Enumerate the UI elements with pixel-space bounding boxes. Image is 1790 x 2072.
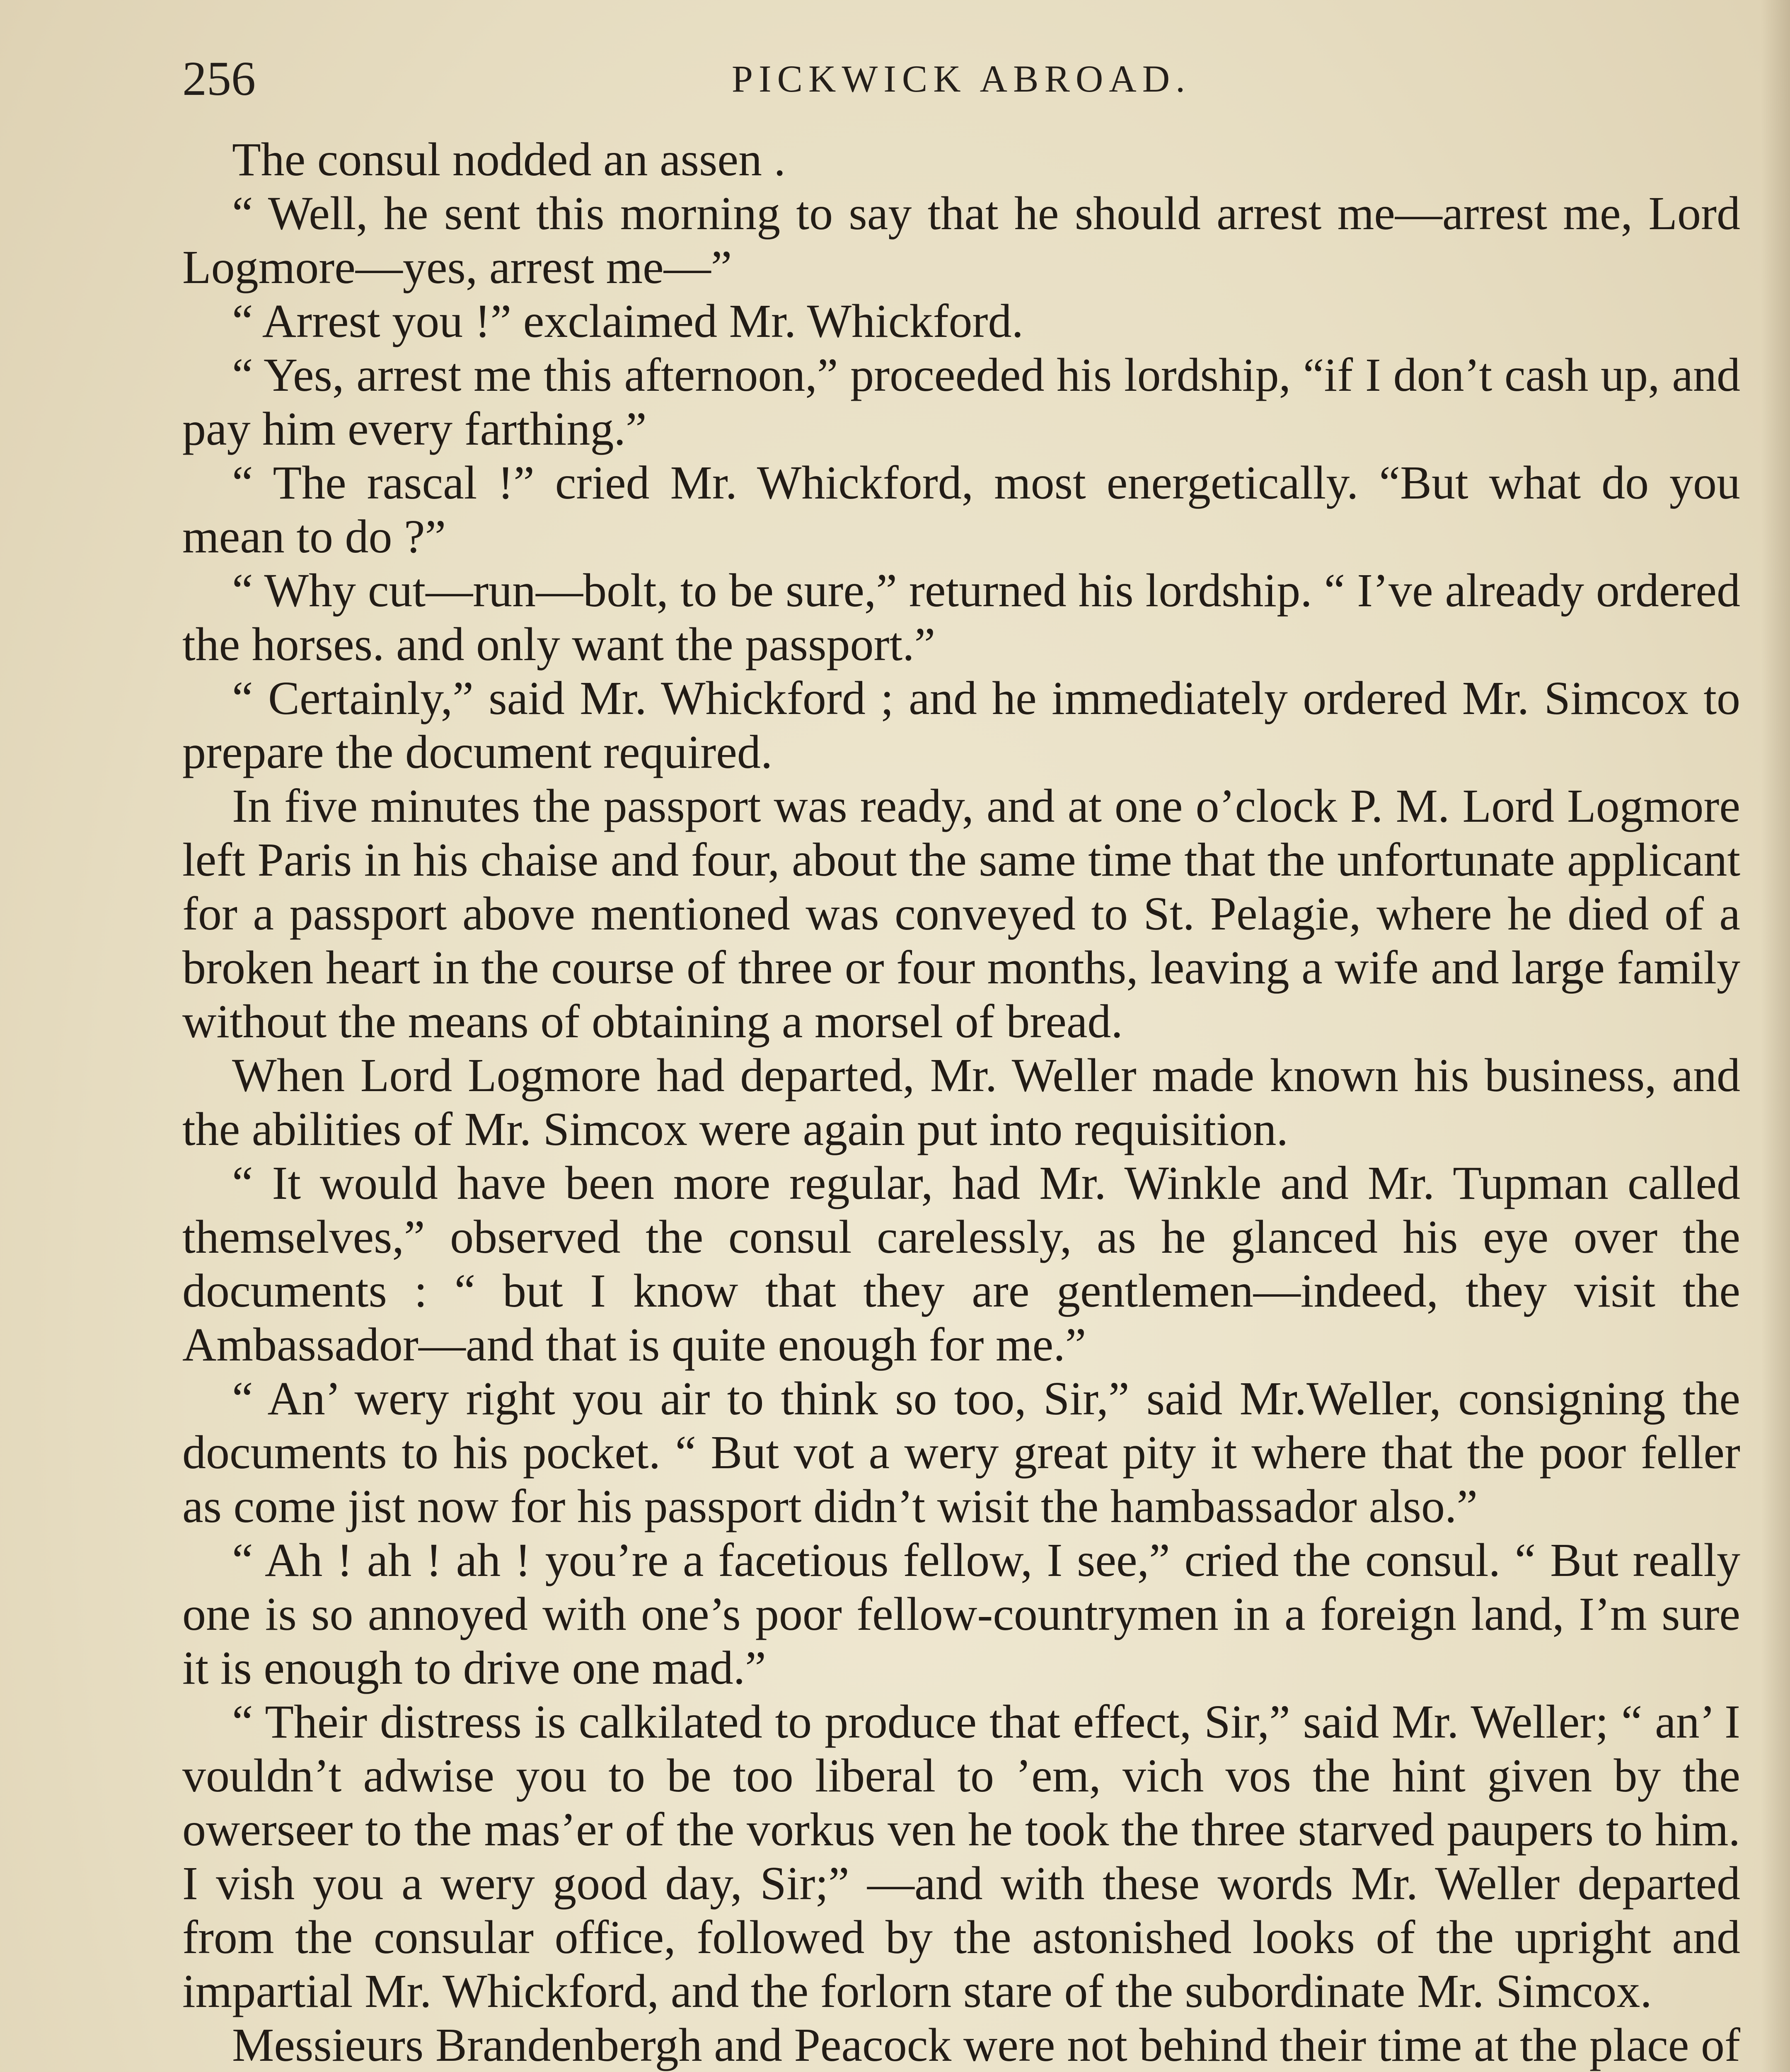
paragraph: Messieurs Brandenbergh and Peacock were not behind their time at the place of	[232, 2019, 1740, 2071]
page-header	[182, 46, 1740, 112]
paragraph: “ Yes, arrest me this afternoon,” proceeded his lordship, “if I don’t cash up, and pay him every farthing.”	[182, 349, 1740, 455]
paragraph: “ Arrest you !” exclaimed Mr. Whickford.	[232, 295, 1023, 347]
page-number: 256	[182, 51, 256, 106]
paragraph: “ Their distress is calkilated to produce that effect, Sir,” said Mr. Weller; “ an’ I vouldn’t adwise you to be too liberal to ’em, vich vos the hint given by the owerseer to the mas’er of the vorkus ven he took the three starved paupers to him. I vish you a wery good day, Sir;” —and with these words Mr. Weller departed from the consular office, followed by the astonished looks of the upright and impartial Mr. Whickford, and the forlorn stare of the subordinate Mr. Simcox.	[182, 1695, 1740, 2017]
running-head: PICKWICK ABROAD.	[731, 58, 1191, 100]
paragraph: “ Why cut—run—bolt, to be sure,” returned his lordship. “ I’ve already ordered the horses. and only want the passport.”	[182, 564, 1740, 670]
paragraph: The consul nodded an assen .	[232, 133, 786, 186]
paragraph: “ Certainly,” said Mr. Whickford ; and he immediately ordered Mr. Simcox to prepare the document required.	[182, 672, 1740, 778]
paragraph: “ An’ wery right you air to think so too, Sir,” said Mr.Weller, consigning the documents to his pocket. “ But vot a wery great pity it where that the poor feller as come jist now for his passport didn’t wisit the hambassador also.”	[182, 1372, 1740, 1532]
paragraph: “ The rascal !” cried Mr. Whickford, most energetically. “But what do you mean to do ?”	[182, 456, 1740, 563]
paragraph: In five minutes the passport was ready, and at one o’clock P. M. Lord Logmore left Paris in his chaise and four, about the same time that the unfortunate applicant for a passport above mentioned was conveyed to St. Pelagie, where he died of a broken heart in the course of three or four months, leaving a wife and large family without the means of obtaining a morsel of bread.	[182, 779, 1740, 1048]
paragraph: “ It would have been more regular, had Mr. Winkle and Mr. Tupman called themselves,” observed the consul carelessly, as he glanced his eye over the documents : “ but I know that they are gentlemen—indeed, they visit the Ambassador—and that is quite enough for me.”	[182, 1157, 1740, 1371]
paragraph: “ Ah ! ah ! ah ! you’re a facetious fellow, I see,” cried the consul. “ But really one is so annoyed with one’s poor fellow-countrymen in a foreign land, I’m sure it is enough to drive one mad.”	[182, 1534, 1740, 1694]
body-text	[182, 133, 1740, 2072]
paragraph: “ Well, he sent this morning to say that he should arrest me—arrest me, Lord Logmore—yes, arrest me—”	[182, 187, 1740, 293]
paragraph: When Lord Logmore had departed, Mr. Weller made known his business, and the abilities of Mr. Simcox were again put into requisition.	[182, 1049, 1740, 1155]
